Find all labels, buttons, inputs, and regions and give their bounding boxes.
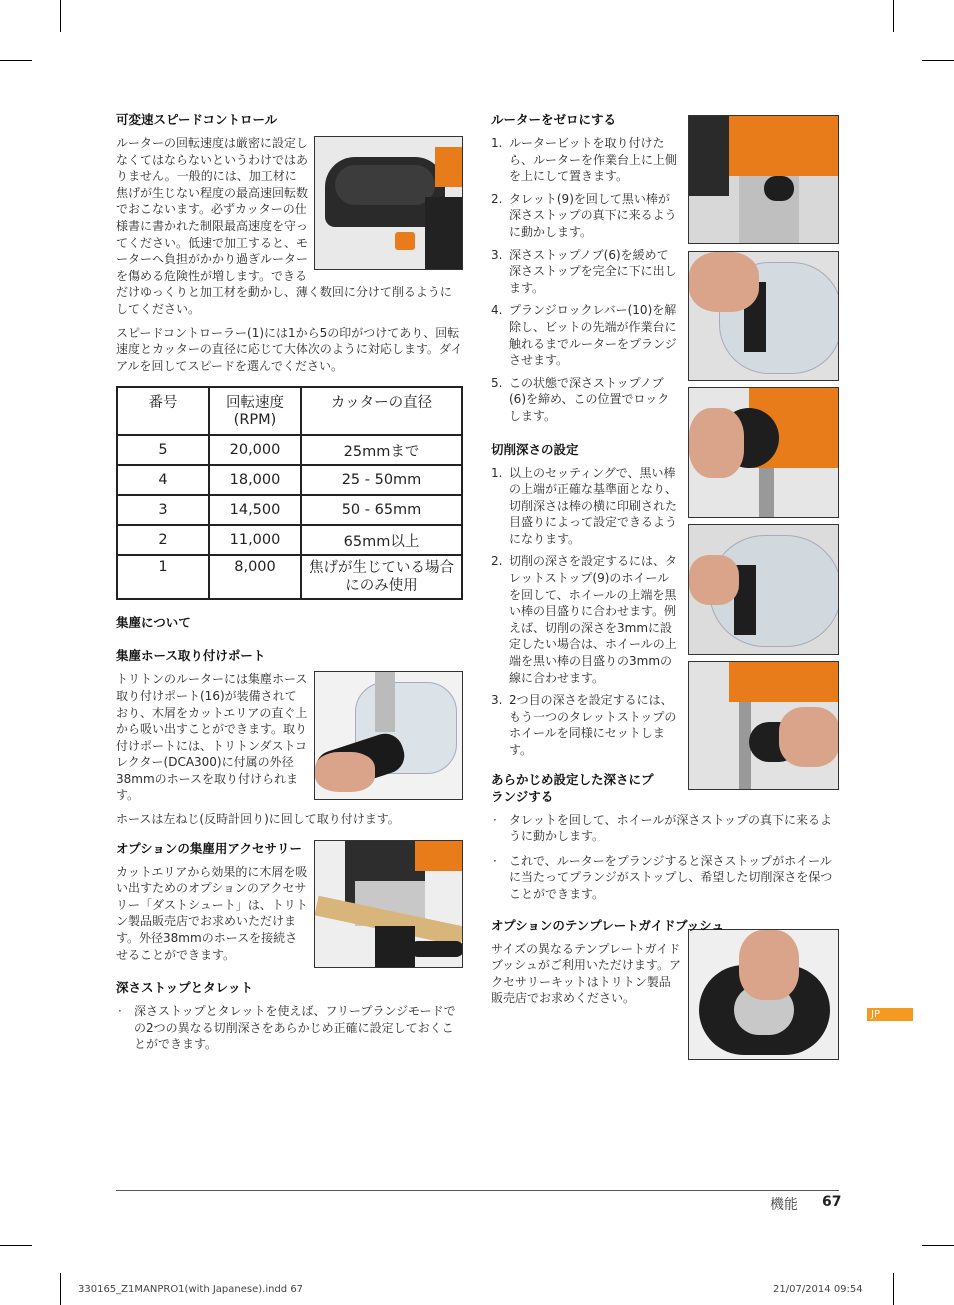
- list-text: 切削の深さを設定するには、タレットストップ(9)のホイールを回して、ホイールの上端を黒い棒の目盛りに合わせます。例えば、切削の深さを3mmに設定したい場合は、ホイールの上端を黒い棒の目盛りの3mmの線に合わせます。: [509, 554, 678, 685]
- right-column: [491, 108, 839, 1014]
- preset-bullet-text: これで、ルーターをプランジすると深さストップがホイールに当たってプランジがストップし、希望した切削深さを保つことができます。: [509, 853, 833, 901]
- preset-bullet: [491, 812, 839, 845]
- crop-mark: [60, 0, 61, 32]
- list-text: 以上のセッティングで、黒い棒の上端が正確な基準面となり、切削深さは棒の横に印刷された目盛りによって設定できるようになります。: [509, 465, 678, 546]
- crop-mark: [0, 60, 32, 61]
- table-cell: 14,500: [209, 495, 301, 525]
- stop-bullet: [116, 1003, 463, 1053]
- list-number: 2.: [491, 191, 503, 206]
- preset-heading: あらかじめ設定した深さにプランジする: [491, 771, 654, 804]
- list-item: [491, 135, 679, 185]
- table-row: [117, 555, 462, 599]
- list-number: 5.: [491, 375, 503, 390]
- table-row: [117, 435, 462, 465]
- table-cell: 3: [117, 495, 209, 525]
- dust-heading: 集塵について: [116, 615, 191, 631]
- table-header-row: [117, 387, 462, 435]
- speed-para-1: ルーターの回転速度は厳密に設定しなくてはならないというわけではありません。一般的には、加工材に焦げが生じない程度の最高速回転数でおこないます。必ずカッターの仕様書に書かれた制限最高速度を守ってください。低速で加工すると、モーターへ負担がかかり過ぎルーターを傷める危険性が増します。できるだけゆっくりと加工材を動かし、薄く数回に分けて削るようにしてください。: [116, 136, 452, 316]
- slug-file: 330165_Z1MANPRO1(with Japanese).indd 67: [78, 1284, 304, 1295]
- depth-heading: 切削深さの設定: [491, 441, 579, 457]
- list-text: タレット(9)を回して黒い棒が深さストップの真下に来るように動かします。: [509, 191, 677, 239]
- template-heading: オプションのテンプレートガイドブッシュ: [491, 917, 725, 933]
- speed-para-2: スピードコントローラー(1)には1から5の印がつけてあり、回転速度とカッターの直径に応じて大体次のように対応します。ダイアルを回してスピードを選んでください。: [116, 325, 463, 373]
- list-text: 深さストップノブ(6)を緩めて深さストップを完全に下に出します。: [509, 247, 677, 295]
- crop-mark: [60, 1273, 61, 1305]
- zero-heading: ルーターをゼロにする: [491, 112, 617, 127]
- list-number: 4.: [491, 303, 503, 318]
- list-text: ルータービットを取り付けたら、ルーターを作業台上に上側を上にして置きます。: [509, 136, 678, 184]
- table-cell: 5: [117, 435, 209, 465]
- language-tab: JP: [867, 1008, 913, 1021]
- list-number: 3.: [491, 247, 503, 262]
- template-para: サイズの異なるテンプレートガイドブッシュがご利用いただけます。アクセサリーキットはトリトン製品販売店でお求めください。: [491, 941, 681, 1006]
- crop-mark: [922, 60, 954, 61]
- table-header: カッターの直径: [301, 387, 462, 435]
- dust-chute-photo: [314, 840, 463, 968]
- port-para-2: ホースは左ねじ(反時計回り)に回して取り付けます。: [116, 812, 400, 827]
- bullet-mark: ·: [493, 853, 497, 868]
- port-heading: 集塵ホース取り付けポート: [116, 648, 266, 664]
- crop-mark: [922, 1245, 954, 1246]
- crop-mark: [893, 0, 894, 32]
- speed-table: [116, 386, 463, 600]
- stop-heading: 深さストップとタレット: [116, 980, 254, 996]
- table-cell: 18,000: [209, 465, 301, 495]
- list-number: 1.: [491, 136, 503, 150]
- table-cell: 65mm以上: [301, 525, 462, 555]
- preset-bullet-text: タレットを回して、ホイールが深さストップの真下に来るように動かします。: [509, 812, 833, 844]
- list-number: 2.: [491, 554, 503, 569]
- port-para-1: トリトンのルーターには集塵ホース取り付けポート(16)が装備されており、木屑をカットエリアの直ぐ上から吸い出すことができます。取り付けポートには、トリトンダストコレクター(DCA300)に付属の外径38mmのホースを取り付けられます。: [116, 672, 308, 803]
- table-row: [117, 465, 462, 495]
- table-row: [117, 495, 462, 525]
- footer-section-title: 機能: [770, 1197, 798, 1213]
- bullet-mark: ·: [118, 1004, 122, 1019]
- list-item: [491, 553, 679, 686]
- option-para: カットエリアから効果的に木屑を吸い出すためのオプションのアクセサリー「ダストシュート」は、トリトン製品販売店でお求めいただけます。外径38mmのホースを接続させることができます。: [116, 864, 308, 962]
- list-item: [491, 465, 679, 548]
- table-header: 回転速度 (RPM): [209, 387, 301, 435]
- table-cell: 4: [117, 465, 209, 495]
- footer-rule: [116, 1190, 839, 1191]
- list-item: [491, 247, 679, 297]
- crop-mark: [0, 1245, 32, 1246]
- list-item: [491, 302, 679, 368]
- list-item: [491, 692, 679, 758]
- table-cell: 25 - 50mm: [301, 465, 462, 495]
- slug-date: 21/07/2014 09:54: [773, 1284, 863, 1295]
- table-header: 番号: [117, 387, 209, 435]
- table-cell: 1: [117, 555, 209, 599]
- dust-port-photo: [314, 671, 463, 800]
- table-cell: 焦げが生じている場合にのみ使用: [301, 555, 462, 599]
- option-heading: オプションの集塵用アクセサリー: [116, 840, 303, 856]
- left-column: [116, 108, 463, 1061]
- bullet-mark: ·: [493, 812, 497, 827]
- table-cell: 20,000: [209, 435, 301, 465]
- table-cell: 8,000: [209, 555, 301, 599]
- list-number: 1.: [491, 465, 503, 480]
- list-number: 3.: [491, 693, 503, 708]
- table-cell: 50 - 65mm: [301, 495, 462, 525]
- page-number: 67: [822, 1194, 842, 1210]
- list-text: プランジロックレバー(10)を解除し、ビットの先端が作業台に触れるまでルーターをプランジさせます。: [509, 303, 677, 368]
- table-cell: 25mmまで: [301, 435, 462, 465]
- preset-bullet: [491, 853, 839, 903]
- table-cell: 11,000: [209, 525, 301, 555]
- zero-steps: [491, 135, 679, 759]
- list-text: 2つ目の深さを設定するには、もう一つのタレットストップのホイールを同様にセットします。: [509, 693, 677, 757]
- stop-bullet-text: 深さストップとタレットを使えば、フリープランジモードでの2つの異なる切削深さをあらかじめ正確に設定しておくことができます。: [134, 1004, 456, 1052]
- table-cell: 2: [117, 525, 209, 555]
- list-text: この状態で深さストップノブ(6)を締め、この位置でロックします。: [509, 375, 670, 423]
- table-row: [117, 525, 462, 555]
- list-item: [491, 375, 679, 425]
- list-item: [491, 191, 679, 241]
- speed-heading: 可変速スピードコントロール: [116, 112, 278, 127]
- crop-mark: [893, 1273, 894, 1305]
- speed-dial-photo: [314, 136, 463, 270]
